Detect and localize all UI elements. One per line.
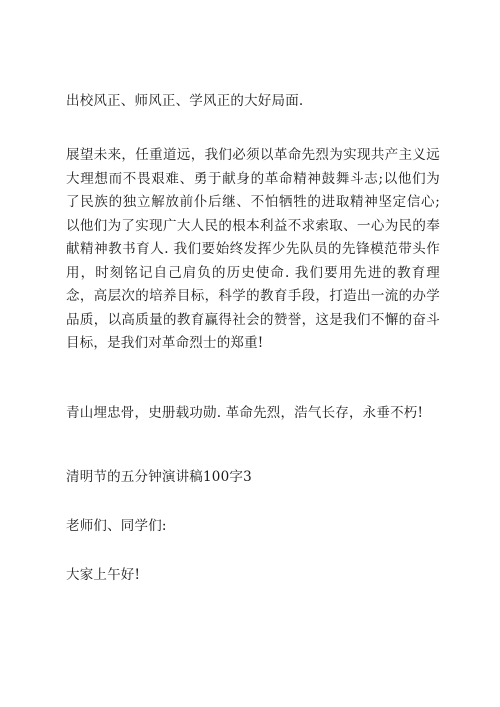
paragraph-closing-line: 出校风正、师风正、学风正的大好局面.: [66, 93, 304, 109]
salutation: 老师们、同学们:: [66, 518, 167, 534]
paragraph-tribute: 青山埋忠骨，史册载功勋. 革命先烈，浩气长存，永垂不朽!: [66, 405, 424, 421]
greeting: 大家上午好!: [66, 567, 141, 583]
section-heading: 清明节的五分钟演讲稿100字3: [66, 469, 252, 485]
paragraph-outlook: 展望未来，任重道远，我们必须以革命先烈为实现共产主义远大理想而不畏艰难、勇于献身的革命精神鼓舞斗志;以他们为了民族的独立解放前仆后继、不怕牺牲的进取精神坚定信心;以他们为了实现广大人民的根本利益不求索取、一心为民的奉献精神教书育人. 我们要始终发挥少先队员的先锋模范带头作用，时刻铭记自己肩负的历史使命. 我们要用先进的教育理念，高层次的培养目标，科学的教育手段，打造出一流的办学品质，以高质量的教育赢得社会的赞誉，这是我们不懈的奋斗目标，是我们对革命烈士的郑重!: [66, 147, 440, 351]
